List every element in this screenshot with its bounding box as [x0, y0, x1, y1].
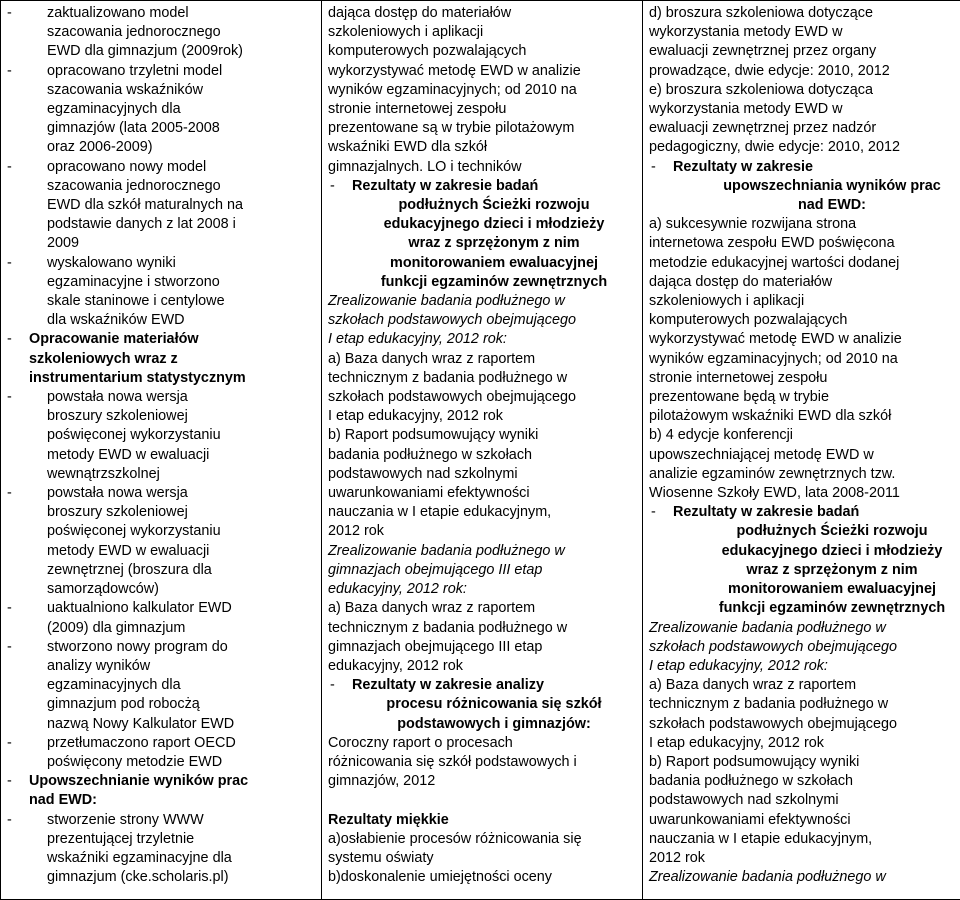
text-line [328, 388, 636, 407]
line-text: szkoleniowych i aplikacji [649, 293, 804, 309]
line-text: opracowano trzyletni model [47, 63, 222, 79]
line-text: metody EWD w ewaluacji [47, 543, 209, 559]
text-line [328, 42, 636, 61]
line-text: szacowania jednorocznego [47, 24, 221, 40]
text-line [649, 619, 960, 638]
text-line [649, 81, 960, 100]
text-line [649, 868, 960, 887]
text-line [649, 292, 960, 311]
line-text: internetowa zespołu EWD poświęcona [649, 235, 895, 251]
bullet-dash: - [7, 388, 47, 407]
line-text: dająca dostęp do materiałów [649, 274, 832, 290]
text-line [7, 619, 315, 638]
text-line [649, 657, 960, 676]
line-text: zaktualizowano model [47, 5, 189, 21]
text-line [649, 311, 960, 330]
text-line [649, 791, 960, 810]
line-text: wykorzystania metody EWD w [649, 24, 843, 40]
line-text: powstała nowa wersja [47, 485, 188, 501]
line-text: edukacyjnego dzieci i młodzieży [384, 216, 605, 232]
line-text: prezentowane będą w trybie [649, 389, 829, 405]
line-text: 2009 [47, 235, 79, 251]
text-line [7, 81, 315, 100]
line-text: stronie internetowej zespołu [649, 370, 827, 386]
line-text: gimnazjalnych. LO i techników [328, 159, 522, 175]
line-text: wykorzystywać metodę EWD w analizie [328, 63, 581, 79]
text-line [328, 23, 636, 42]
line-text: metodzie edukacyjnej wartości dodanej [649, 255, 899, 271]
text-line [7, 215, 315, 234]
line-text: I etap edukacyjny, 2012 rok [649, 735, 824, 751]
line-text: wyskalowano wyniki [47, 255, 176, 271]
text-line [328, 484, 636, 503]
line-text: komputerowych pozwalających [649, 312, 847, 328]
line-text: I etap edukacyjny, 2012 rok: [649, 658, 828, 674]
line-text: a) sukcesywnie rozwijana strona [649, 216, 856, 232]
line-text: szkołach podstawowych obejmującego [328, 312, 576, 328]
text-line [7, 484, 315, 503]
bullet-dash: - [330, 676, 352, 695]
text-line [328, 330, 636, 349]
line-text: wskaźniki EWD dla szkół [328, 139, 487, 155]
line-text: edukacyjny, 2012 rok [328, 658, 463, 674]
line-text: podstawie danych z lat 2008 i [47, 216, 236, 232]
line-text: analizie egzaminów zewnętrznych tzw. [649, 466, 895, 482]
line-text: wyników egzaminacyjnych; od 2010 na [328, 82, 577, 98]
text-line [7, 599, 315, 618]
line-text: szkołach podstawowych obejmującego [328, 389, 576, 405]
text-line [328, 753, 636, 772]
line-text: I etap edukacyjny, 2012 rok [328, 408, 503, 424]
text-line [328, 119, 636, 138]
text-line [649, 177, 960, 196]
line-text: uwarunkowaniami efektywności [649, 812, 851, 828]
text-line [649, 215, 960, 234]
line-text: wraz z sprzężonym z nim [746, 562, 917, 578]
line-text: prezentowane są w trybie pilotażowym [328, 120, 574, 136]
text-line [328, 522, 636, 541]
line-text: szkoleniowych wraz z [29, 351, 178, 367]
text-line [7, 311, 315, 330]
text-line [328, 638, 636, 657]
text-line [328, 580, 636, 599]
text-line [7, 791, 315, 810]
line-text: funkcji egzaminów zewnętrznych [381, 274, 607, 290]
bullet-dash: - [651, 503, 673, 522]
line-text: b) Raport podsumowujący wyniki [328, 427, 538, 443]
text-line [649, 811, 960, 830]
text-line [328, 369, 636, 388]
column-research-results [322, 1, 643, 900]
text-line [649, 753, 960, 772]
line-text: a) Baza danych wraz z raportem [649, 677, 856, 693]
line-text: Zrealizowanie badania podłużnego w [649, 869, 886, 885]
bullet-dash: - [651, 158, 673, 177]
line-text: a) Baza danych wraz z raportem [328, 351, 535, 367]
text-line [649, 254, 960, 273]
text-line [7, 4, 315, 23]
line-text: stronie internetowej zespołu [328, 101, 506, 117]
line-text: gimnazjach obejmującego III etap [328, 562, 542, 578]
text-line [649, 542, 960, 561]
line-text: uaktualniono kalkulator EWD [47, 600, 232, 616]
line-text: analizy wyników [47, 658, 150, 674]
line-text: broszury szkoleniowej [47, 504, 188, 520]
bullet-dash: - [7, 599, 47, 618]
line-text: systemu oświaty [328, 850, 434, 866]
text-line [649, 446, 960, 465]
text-line [328, 81, 636, 100]
line-text: EWD dla szkół maturalnych na [47, 197, 243, 213]
line-text: nad EWD: [29, 792, 97, 808]
text-line [328, 830, 636, 849]
line-text: ewaluacji zewnętrznej przez organy [649, 43, 876, 59]
text-line [7, 580, 315, 599]
line-text: szkołach podstawowych obejmującego [649, 639, 897, 655]
text-line [328, 292, 636, 311]
line-text: gimnazjów, 2012 [328, 773, 435, 789]
text-line [7, 23, 315, 42]
text-line [649, 503, 960, 522]
line-text: a)osłabienie procesów różnicowania się [328, 831, 582, 847]
text-line [649, 849, 960, 868]
line-text: skale staninowe i centylowe [47, 293, 225, 309]
text-line [649, 426, 960, 445]
text-line [328, 849, 636, 868]
line-text: b) Raport podsumowujący wyniki [649, 754, 859, 770]
line-text: gimnazjum pod robocżą [47, 696, 200, 712]
line-text: prezentującej trzyletnie [47, 831, 194, 847]
line-text: szkoleniowych i aplikacji [328, 24, 483, 40]
text-line [649, 695, 960, 714]
line-text: technicznym z badania podłużnego w [328, 620, 567, 636]
text-line [328, 791, 636, 810]
text-line [649, 23, 960, 42]
text-line [649, 715, 960, 734]
line-text: metody EWD w ewaluacji [47, 447, 209, 463]
line-text: b)doskonalenie umiejętności oceny [328, 869, 552, 885]
text-line [7, 830, 315, 849]
line-text: podłużnych Ścieżki rozwoju [736, 523, 927, 539]
text-line [328, 4, 636, 23]
line-text: a) Baza danych wraz z raportem [328, 600, 535, 616]
text-line [328, 465, 636, 484]
line-text: technicznym z badania podłużnego w [649, 696, 888, 712]
text-line [7, 868, 315, 887]
text-line [649, 196, 960, 215]
text-line [328, 350, 636, 369]
text-line [7, 426, 315, 445]
line-text: d) broszura szkoleniowa dotyczące [649, 5, 873, 21]
text-line [7, 388, 315, 407]
text-line [649, 772, 960, 791]
line-text: nad EWD: [798, 197, 866, 213]
column-dissemination-results [643, 1, 960, 900]
line-text: b) 4 edycje konferencji [649, 427, 793, 443]
line-text: poświęconej wykorzystaniu [47, 427, 221, 443]
text-line [328, 772, 636, 791]
text-line [328, 311, 636, 330]
text-line [649, 158, 960, 177]
text-line [649, 273, 960, 292]
line-text: wykorzystywać metodę EWD w analizie [649, 331, 902, 347]
line-text: Rezultaty miękkie [328, 812, 449, 828]
text-line [649, 465, 960, 484]
text-line [649, 330, 960, 349]
text-line [7, 811, 315, 830]
text-line [7, 292, 315, 311]
text-line [7, 196, 315, 215]
text-line [7, 138, 315, 157]
text-line [7, 254, 315, 273]
line-text: pedagogiczny, dwie edycje: 2010, 2012 [649, 139, 900, 155]
text-line [649, 407, 960, 426]
line-text: badania podłużnego w szkołach [649, 773, 853, 789]
text-line [328, 676, 636, 695]
text-line [328, 215, 636, 234]
line-text: Coroczny raport o procesach [328, 735, 513, 751]
text-line [649, 388, 960, 407]
text-line [7, 446, 315, 465]
text-line [328, 734, 636, 753]
bullet-dash: - [7, 158, 47, 177]
line-text: zewnętrznej (broszura dla [47, 562, 212, 578]
line-text: podstawowych nad szkolnymi [328, 466, 518, 482]
line-text: EWD dla gimnazjum (2009rok) [47, 43, 243, 59]
text-line [328, 619, 636, 638]
line-text: funkcji egzaminów zewnętrznych [719, 600, 945, 616]
text-line [7, 369, 315, 388]
bullet-dash: - [7, 4, 47, 23]
text-line [328, 196, 636, 215]
text-line [7, 119, 315, 138]
line-text: różnicowania się szkół podstawowych i [328, 754, 577, 770]
line-text: nazwą Nowy Kalkulator EWD [47, 716, 234, 732]
line-text: stworzenie strony WWW [47, 812, 204, 828]
line-text: gimnazjach obejmującego III etap [328, 639, 542, 655]
text-line [649, 62, 960, 81]
line-text: podstawowych nad szkolnymi [649, 792, 839, 808]
text-line [328, 542, 636, 561]
text-line [7, 158, 315, 177]
text-line [7, 407, 315, 426]
text-line [328, 503, 636, 522]
text-line [328, 234, 636, 253]
text-line [328, 407, 636, 426]
text-line [649, 599, 960, 618]
text-line [328, 62, 636, 81]
column-achievements [1, 1, 322, 900]
line-text: Rezultaty w zakresie badań [673, 504, 859, 520]
line-text: stworzono nowy program do [47, 639, 228, 655]
line-text: opracowano nowy model [47, 159, 206, 175]
line-text: Rezultaty w zakresie [673, 159, 813, 175]
line-text: upowszechniania wyników prac [723, 178, 941, 194]
text-line [649, 638, 960, 657]
line-text: instrumentarium statystycznym [29, 370, 246, 386]
line-text: wykorzystania metody EWD w [649, 101, 843, 117]
line-text: egzaminacyjnych dla [47, 677, 181, 693]
line-text: e) broszura szkoleniowa dotycząca [649, 82, 873, 98]
line-text: szacowania wskaźników [47, 82, 203, 98]
line-text: ewaluacji zewnętrznej przez nadzór [649, 120, 876, 136]
text-line [7, 542, 315, 561]
line-text: nauczania w I etapie edukacyjnym, [328, 504, 551, 520]
line-text: 2012 rok [328, 523, 384, 539]
text-line [328, 446, 636, 465]
text-line [328, 811, 636, 830]
line-text: dająca dostęp do materiałów [328, 5, 511, 21]
bullet-dash: - [7, 330, 29, 349]
line-text: procesu różnicowania się szkół [386, 696, 601, 712]
line-text: Zrealizowanie badania podłużnego w [328, 293, 565, 309]
text-line [7, 42, 315, 61]
line-text: wyników egzaminacyjnych; od 2010 na [649, 351, 898, 367]
line-text: komputerowych pozwalających [328, 43, 526, 59]
text-line [7, 503, 315, 522]
text-line [328, 177, 636, 196]
text-line [649, 830, 960, 849]
line-text: Rezultaty w zakresie badań [352, 178, 538, 194]
line-text: przetłumaczono raport OECD [47, 735, 236, 751]
line-text: gimnazjum (cke.scholaris.pl) [47, 869, 229, 885]
bullet-dash: - [7, 734, 47, 753]
line-text: monitorowaniem ewaluacyjnej [728, 581, 936, 597]
line-text: Opracowanie materiałów [29, 331, 199, 347]
line-text: Upowszechnianie wyników prac [29, 773, 248, 789]
text-line [649, 234, 960, 253]
text-line [649, 138, 960, 157]
text-line [649, 561, 960, 580]
text-line [7, 177, 315, 196]
bullet-dash: - [7, 811, 47, 830]
bullet-dash: - [7, 772, 29, 791]
line-text: wraz z sprzężonym z nim [408, 235, 579, 251]
line-text: samorządowców) [47, 581, 159, 597]
text-line [649, 580, 960, 599]
line-text: powstała nowa wersja [47, 389, 188, 405]
text-line [7, 100, 315, 119]
line-text: egzaminacyjne i stworzono [47, 274, 220, 290]
text-line [649, 350, 960, 369]
text-line [328, 695, 636, 714]
line-text: Rezultaty w zakresie analizy [352, 677, 544, 693]
text-line [649, 119, 960, 138]
line-text: egzaminacyjnych dla [47, 101, 181, 117]
line-text: monitorowaniem ewaluacyjnej [390, 255, 598, 271]
text-line [7, 657, 315, 676]
bullet-dash: - [330, 177, 352, 196]
line-text: Wiosenne Szkoły EWD, lata 2008-2011 [649, 485, 900, 501]
text-line [7, 234, 315, 253]
text-line [7, 350, 315, 369]
text-line [7, 465, 315, 484]
text-line [328, 100, 636, 119]
bullet-dash: - [7, 484, 47, 503]
line-text: poświęcony metodzie EWD [47, 754, 222, 770]
text-line [7, 849, 315, 868]
text-line [649, 522, 960, 541]
line-text: pilotażowym wskaźniki EWD dla szkół [649, 408, 891, 424]
line-text: I etap edukacyjny, 2012 rok: [328, 331, 507, 347]
text-line [7, 753, 315, 772]
line-text: nauczania w I etapie edukacyjnym, [649, 831, 872, 847]
text-line [7, 561, 315, 580]
text-line [649, 42, 960, 61]
text-line [7, 715, 315, 734]
line-text: szacowania jednorocznego [47, 178, 221, 194]
bullet-dash: - [7, 62, 47, 81]
text-line [7, 330, 315, 349]
text-line [649, 4, 960, 23]
line-text: szkołach podstawowych obejmującego [649, 716, 897, 732]
line-text: 2012 rok [649, 850, 705, 866]
text-line [7, 273, 315, 292]
text-line [328, 426, 636, 445]
text-line [328, 868, 636, 887]
line-text: wewnątrzszkolnej [47, 466, 160, 482]
text-line [649, 100, 960, 119]
text-line [328, 599, 636, 618]
text-line [7, 772, 315, 791]
text-line [7, 734, 315, 753]
text-line [328, 158, 636, 177]
line-text: poświęconej wykorzystaniu [47, 523, 221, 539]
line-text: edukacyjny, 2012 rok: [328, 581, 467, 597]
bullet-dash: - [7, 254, 47, 273]
line-text: broszury szkoleniowej [47, 408, 188, 424]
line-text: gimnazjów (lata 2005-2008 [47, 120, 220, 136]
text-line [328, 138, 636, 157]
line-text: technicznym z badania podłużnego w [328, 370, 567, 386]
line-text: wskaźniki egzaminacyjne dla [47, 850, 232, 866]
line-text: badania podłużnego w szkołach [328, 447, 532, 463]
bullet-dash: - [7, 638, 47, 657]
text-line [328, 561, 636, 580]
text-line [7, 62, 315, 81]
text-line [328, 273, 636, 292]
line-text: podłużnych Ścieżki rozwoju [398, 197, 589, 213]
text-line [328, 657, 636, 676]
line-text: uwarunkowaniami efektywności [328, 485, 530, 501]
text-line [328, 254, 636, 273]
text-line [649, 484, 960, 503]
line-text: dla wskaźników EWD [47, 312, 185, 328]
line-text: podstawowych i gimnazjów: [397, 716, 591, 732]
text-line [649, 734, 960, 753]
text-line [328, 715, 636, 734]
table-row [1, 1, 960, 900]
line-text: edukacyjnego dzieci i młodzieży [722, 543, 943, 559]
text-line [7, 695, 315, 714]
line-text: prowadzące, dwie edycje: 2010, 2012 [649, 63, 890, 79]
text-line [7, 638, 315, 657]
line-text: (2009) dla gimnazjum [47, 620, 185, 636]
line-text: upowszechniającej metodę EWD w [649, 447, 874, 463]
text-line [649, 676, 960, 695]
line-text: Zrealizowanie badania podłużnego w [328, 543, 565, 559]
text-line [7, 522, 315, 541]
text-line [7, 676, 315, 695]
line-text: Zrealizowanie badania podłużnego w [649, 620, 886, 636]
line-text: oraz 2006-2009) [47, 139, 153, 155]
text-line [649, 369, 960, 388]
